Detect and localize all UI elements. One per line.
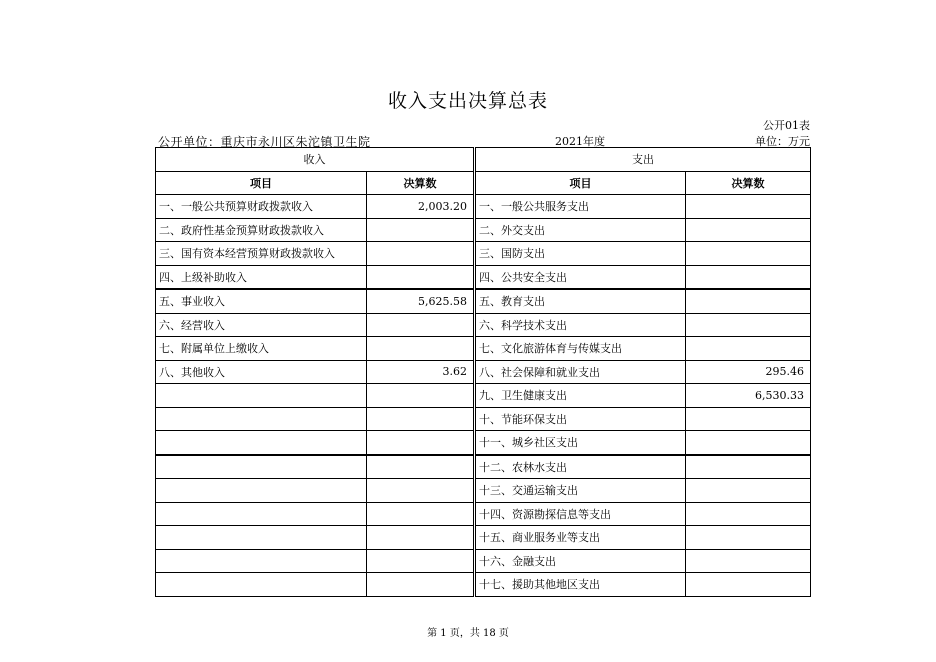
- income-amount-cell: [367, 313, 474, 337]
- income-item-cell: [156, 502, 367, 526]
- table-row: [156, 242, 811, 266]
- income-amount-cell: [367, 526, 474, 550]
- expense-item-cell: 十三、交通运输支出: [476, 479, 686, 503]
- expense-item-cell: 五、教育支出: [476, 289, 686, 313]
- table-row: [156, 360, 811, 384]
- expense-amount-cell: [686, 265, 811, 289]
- expense-amount-cell: [686, 455, 811, 479]
- income-amount-cell: [367, 337, 474, 361]
- section-header-row: [156, 148, 811, 172]
- income-item-cell: [156, 573, 367, 597]
- page-title: 收入支出决算总表: [387, 90, 548, 112]
- table-row: [156, 265, 811, 289]
- income-amount-cell: [367, 407, 474, 431]
- reporting-unit: 公开单位：重庆市永川区朱沱镇卫生院: [158, 135, 371, 149]
- expense-amount-cell: [686, 407, 811, 431]
- expense-item-cell: 十、节能环保支出: [476, 407, 686, 431]
- expense-item-cell: 十二、农林水支出: [476, 455, 686, 479]
- expense-item-cell: 十一、城乡社区支出: [476, 431, 686, 455]
- income-amount-cell: 3.62: [367, 360, 474, 384]
- expense-item-cell: 十四、资源勘探信息等支出: [476, 502, 686, 526]
- expense-item-cell: 十六、金融支出: [476, 549, 686, 573]
- expense-amount-cell: [686, 573, 811, 597]
- income-item-cell: [156, 455, 367, 479]
- income-amount-cell: [367, 218, 474, 242]
- income-expense-table: [155, 147, 811, 597]
- income-item-cell: 二、政府性基金预算财政拨款收入: [156, 218, 367, 242]
- income-amount-cell: [367, 573, 474, 597]
- income-amount-cell: [367, 384, 474, 408]
- expense-section-header: 支出: [476, 148, 811, 172]
- expense-item-cell: 一、一般公共服务支出: [476, 195, 686, 219]
- currency-unit: 单位：万元: [755, 135, 810, 148]
- income-section-header: 收入: [156, 148, 474, 172]
- income-item-cell: [156, 549, 367, 573]
- column-header-row: [156, 171, 811, 195]
- expense-amount-cell: [686, 242, 811, 266]
- expense-amount-cell: [686, 289, 811, 313]
- expense-amount-cell: [686, 549, 811, 573]
- expense-item-cell: 七、文化旅游体育与传媒支出: [476, 337, 686, 361]
- income-amount-cell: 5,625.58: [367, 289, 474, 313]
- expense-amount-cell: [686, 526, 811, 550]
- income-amount-cell: [367, 455, 474, 479]
- expense-item-header: 项目: [476, 171, 686, 195]
- expense-amount-cell: [686, 195, 811, 219]
- expense-item-cell: 九、卫生健康支出: [476, 384, 686, 408]
- income-item-cell: 四、上级补助收入: [156, 265, 367, 289]
- income-item-cell: [156, 407, 367, 431]
- table-row: [156, 573, 811, 597]
- income-item-header: 项目: [156, 171, 367, 195]
- income-item-cell: 五、事业收入: [156, 289, 367, 313]
- expense-amount-cell: [686, 313, 811, 337]
- income-item-cell: [156, 384, 367, 408]
- page-footer: 第 1 页，共 18 页: [427, 628, 509, 639]
- table-row: [156, 289, 811, 313]
- income-amount-cell: [367, 265, 474, 289]
- expense-amount-cell: [686, 218, 811, 242]
- income-item-cell: 六、经营收入: [156, 313, 367, 337]
- expense-item-cell: 二、外交支出: [476, 218, 686, 242]
- income-amount-cell: [367, 242, 474, 266]
- income-amount-cell: [367, 431, 474, 455]
- expense-amount-cell: 6,530.33: [686, 384, 811, 408]
- table-row: [156, 549, 811, 573]
- income-amount-cell: [367, 479, 474, 503]
- expense-amount-cell: [686, 502, 811, 526]
- income-item-cell: [156, 479, 367, 503]
- expense-amount-cell: [686, 337, 811, 361]
- income-item-cell: 八、其他收入: [156, 360, 367, 384]
- expense-item-cell: 三、国防支出: [476, 242, 686, 266]
- income-amount-cell: 2,003.20: [367, 195, 474, 219]
- table-row: [156, 313, 811, 337]
- expense-item-cell: 十七、援助其他地区支出: [476, 573, 686, 597]
- table-row: [156, 195, 811, 219]
- income-item-cell: [156, 526, 367, 550]
- expense-item-cell: 十五、商业服务业等支出: [476, 526, 686, 550]
- table-row: [156, 337, 811, 361]
- income-item-cell: 三、国有资本经营预算财政拨款收入: [156, 242, 367, 266]
- fiscal-year: 2021年度: [555, 135, 605, 148]
- income-item-cell: [156, 431, 367, 455]
- table-row: [156, 526, 811, 550]
- income-amount-cell: [367, 549, 474, 573]
- expense-item-cell: 四、公共安全支出: [476, 265, 686, 289]
- expense-amount-cell: [686, 479, 811, 503]
- income-item-cell: 七、附属单位上缴收入: [156, 337, 367, 361]
- table-row: [156, 502, 811, 526]
- income-amount-header: 决算数: [367, 171, 474, 195]
- table-row: [156, 479, 811, 503]
- expense-amount-cell: [686, 431, 811, 455]
- expense-amount-cell: 295.46: [686, 360, 811, 384]
- table-row: [156, 218, 811, 242]
- expense-amount-header: 决算数: [686, 171, 811, 195]
- table-row: [156, 431, 811, 455]
- expense-item-cell: 八、社会保障和就业支出: [476, 360, 686, 384]
- table-row: [156, 455, 811, 479]
- form-number: 公开01表: [763, 119, 810, 132]
- table-row: [156, 407, 811, 431]
- expense-item-cell: 六、科学技术支出: [476, 313, 686, 337]
- income-item-cell: 一、一般公共预算财政拨款收入: [156, 195, 367, 219]
- table-row: [156, 384, 811, 408]
- income-amount-cell: [367, 502, 474, 526]
